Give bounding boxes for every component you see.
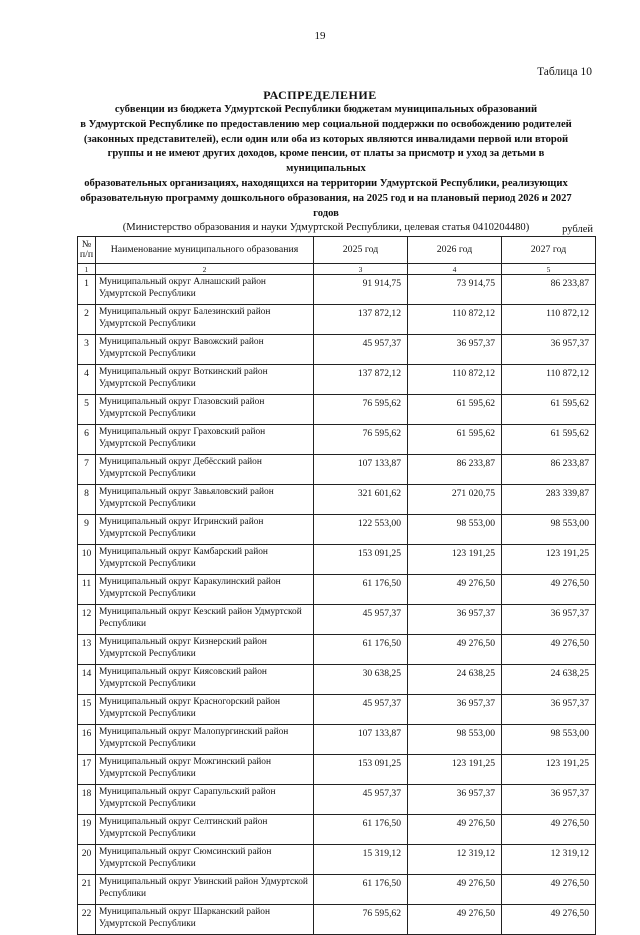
- table-row: [78, 425, 596, 455]
- value-2025: 76 595,62: [314, 905, 408, 935]
- municipality-name: Муниципальный округ Киясовский район Удмуртской Республики: [96, 665, 314, 695]
- municipality-name: Муниципальный округ Шарканский район Удмуртской Республики: [96, 905, 314, 935]
- value-2025: 45 957,37: [314, 695, 408, 725]
- table-row: [78, 665, 596, 695]
- value-2026: 49 276,50: [408, 875, 502, 905]
- value-2027: 24 638,25: [502, 665, 596, 695]
- unit-label: рублей: [562, 224, 593, 235]
- column-index: 1: [78, 264, 96, 275]
- municipality-name: Муниципальный округ Сюмсинский район Удмуртской Республики: [96, 845, 314, 875]
- value-2027: 98 553,00: [502, 725, 596, 755]
- value-2026: 49 276,50: [408, 575, 502, 605]
- value-2027: 49 276,50: [502, 875, 596, 905]
- header-municipality: Наименование муниципального образования: [96, 237, 314, 264]
- value-2026: 123 191,25: [408, 755, 502, 785]
- header-2026: 2026 год: [408, 237, 502, 264]
- table-row: [78, 575, 596, 605]
- table-body: [78, 275, 596, 935]
- value-2027: 123 191,25: [502, 755, 596, 785]
- row-number: 20: [78, 845, 96, 875]
- row-number: 22: [78, 905, 96, 935]
- table-row: [78, 815, 596, 845]
- value-2025: 30 638,25: [314, 665, 408, 695]
- municipality-name: Муниципальный округ Глазовский район Удмуртской Республики: [96, 395, 314, 425]
- value-2026: 110 872,12: [408, 305, 502, 335]
- value-2026: 73 914,75: [408, 275, 502, 305]
- document-subtitle: [70, 103, 582, 236]
- subtitle-line: в Удмуртской Республике по предоставлению мер социальной поддержки по освобождению родителей: [80, 118, 572, 130]
- municipality-name: Муниципальный округ Завьяловский район Удмуртской Республики: [96, 485, 314, 515]
- value-2025: 15 319,12: [314, 845, 408, 875]
- municipality-name: Муниципальный округ Вавожский район Удмуртской Республики: [96, 335, 314, 365]
- municipality-name: Муниципальный округ Красногорский район Удмуртской Республики: [96, 695, 314, 725]
- municipality-name: Муниципальный округ Сарапульский район Удмуртской Республики: [96, 785, 314, 815]
- municipality-name: Муниципальный округ Алнашский район Удмуртской Республики: [96, 275, 314, 305]
- value-2026: 86 233,87: [408, 455, 502, 485]
- municipality-name: Муниципальный округ Можгинский район Удмуртской Республики: [96, 755, 314, 785]
- municipality-name: Муниципальный округ Увинский район Удмуртской Республики: [96, 875, 314, 905]
- table-row: [78, 365, 596, 395]
- value-2027: 49 276,50: [502, 635, 596, 665]
- value-2027: 36 957,37: [502, 695, 596, 725]
- row-number: 10: [78, 545, 96, 575]
- value-2026: 98 553,00: [408, 515, 502, 545]
- table-row: [78, 905, 596, 935]
- row-number: 9: [78, 515, 96, 545]
- value-2025: 61 176,50: [314, 575, 408, 605]
- municipality-name: Муниципальный округ Каракулинский район Удмуртской Республики: [96, 575, 314, 605]
- table-row: [78, 545, 596, 575]
- row-number: 4: [78, 365, 96, 395]
- value-2027: 36 957,37: [502, 605, 596, 635]
- row-number: 12: [78, 605, 96, 635]
- value-2025: 45 957,37: [314, 335, 408, 365]
- row-number: 19: [78, 815, 96, 845]
- row-number: 2: [78, 305, 96, 335]
- value-2026: 49 276,50: [408, 815, 502, 845]
- value-2026: 36 957,37: [408, 605, 502, 635]
- value-2025: 61 176,50: [314, 815, 408, 845]
- row-number: 8: [78, 485, 96, 515]
- value-2026: 110 872,12: [408, 365, 502, 395]
- value-2026: 98 553,00: [408, 725, 502, 755]
- municipality-name: Муниципальный округ Кизнерский район Удмуртской Республики: [96, 635, 314, 665]
- row-number: 15: [78, 695, 96, 725]
- municipality-name: Муниципальный округ Селтинский район Удмуртской Республики: [96, 815, 314, 845]
- subtitle-line: образовательную программу дошкольного образования, на 2025 год и на плановый период 2026 и 2027 годов: [80, 192, 572, 219]
- value-2027: 49 276,50: [502, 575, 596, 605]
- value-2025: 321 601,62: [314, 485, 408, 515]
- value-2026: 36 957,37: [408, 695, 502, 725]
- value-2025: 91 914,75: [314, 275, 408, 305]
- table-row: [78, 695, 596, 725]
- municipality-name: Муниципальный округ Воткинский район Удмуртской Республики: [96, 365, 314, 395]
- header-number: № п/п: [78, 237, 96, 264]
- value-2025: 61 176,50: [314, 875, 408, 905]
- page-number: 19: [314, 30, 326, 42]
- table-row: [78, 785, 596, 815]
- row-number: 16: [78, 725, 96, 755]
- value-2025: 76 595,62: [314, 425, 408, 455]
- value-2027: 86 233,87: [502, 275, 596, 305]
- value-2025: 107 133,87: [314, 725, 408, 755]
- municipality-name: Муниципальный округ Игринский район Удмуртской Республики: [96, 515, 314, 545]
- municipality-name: Муниципальный округ Камбарский район Удмуртской Республики: [96, 545, 314, 575]
- table-row: [78, 635, 596, 665]
- value-2027: 12 319,12: [502, 845, 596, 875]
- column-index: 5: [502, 264, 596, 275]
- value-2026: 49 276,50: [408, 635, 502, 665]
- value-2027: 49 276,50: [502, 815, 596, 845]
- value-2025: 45 957,37: [314, 605, 408, 635]
- value-2027: 283 339,87: [502, 485, 596, 515]
- table-label: Таблица 10: [537, 66, 592, 78]
- value-2027: 86 233,87: [502, 455, 596, 485]
- value-2026: 24 638,25: [408, 665, 502, 695]
- column-index: 4: [408, 264, 502, 275]
- table-row: [78, 485, 596, 515]
- value-2027: 49 276,50: [502, 905, 596, 935]
- row-number: 1: [78, 275, 96, 305]
- value-2026: 123 191,25: [408, 545, 502, 575]
- municipality-name: Муниципальный округ Дебёсский район Удмуртской Республики: [96, 455, 314, 485]
- row-number: 18: [78, 785, 96, 815]
- table-row: [78, 455, 596, 485]
- document-title: РАСПРЕДЕЛЕНИЕ: [263, 88, 377, 102]
- table-row: [78, 755, 596, 785]
- value-2026: 12 319,12: [408, 845, 502, 875]
- value-2027: 36 957,37: [502, 335, 596, 365]
- value-2026: 36 957,37: [408, 335, 502, 365]
- table-row: [78, 875, 596, 905]
- subtitle-line: (законных представителей), если один или оба из которых являются инвалидами первой или второй: [83, 133, 569, 145]
- value-2026: 61 595,62: [408, 395, 502, 425]
- value-2027: 61 595,62: [502, 395, 596, 425]
- table-row: [78, 515, 596, 545]
- ministry-line: (Министерство образования и науки Удмуртской Республики, целевая статья 0410204480): [122, 222, 530, 234]
- row-number: 6: [78, 425, 96, 455]
- value-2025: 122 553,00: [314, 515, 408, 545]
- municipality-name: Муниципальный округ Граховский район Удмуртской Республики: [96, 425, 314, 455]
- column-index: 3: [314, 264, 408, 275]
- value-2025: 45 957,37: [314, 785, 408, 815]
- row-number: 3: [78, 335, 96, 365]
- distribution-table: [77, 236, 596, 935]
- row-number: 14: [78, 665, 96, 695]
- value-2025: 137 872,12: [314, 365, 408, 395]
- value-2025: 76 595,62: [314, 395, 408, 425]
- value-2025: 137 872,12: [314, 305, 408, 335]
- municipality-name: Муниципальный округ Малопургинский район Удмуртской Республики: [96, 725, 314, 755]
- table-row: [78, 395, 596, 425]
- value-2025: 107 133,87: [314, 455, 408, 485]
- value-2027: 110 872,12: [502, 365, 596, 395]
- value-2026: 49 276,50: [408, 905, 502, 935]
- table-header-row: [78, 237, 596, 264]
- row-number: 11: [78, 575, 96, 605]
- value-2027: 110 872,12: [502, 305, 596, 335]
- value-2027: 61 595,62: [502, 425, 596, 455]
- row-number: 21: [78, 875, 96, 905]
- row-number: 17: [78, 755, 96, 785]
- value-2027: 123 191,25: [502, 545, 596, 575]
- municipality-name: Муниципальный округ Кезский район Удмуртской Республики: [96, 605, 314, 635]
- table-row: [78, 845, 596, 875]
- subtitle-line: субвенции из бюджета Удмуртской Республики бюджетам муниципальных образований: [114, 104, 538, 115]
- subtitle-line: группы и не имеют других доходов, кроме пенсии, от платы за присмотр и уход за детьми в муниципальных: [107, 148, 545, 175]
- column-index-row: [78, 264, 596, 275]
- table-row: [78, 605, 596, 635]
- value-2026: 61 595,62: [408, 425, 502, 455]
- value-2025: 153 091,25: [314, 755, 408, 785]
- header-2027: 2027 год: [502, 237, 596, 264]
- value-2027: 36 957,37: [502, 785, 596, 815]
- table-row: [78, 335, 596, 365]
- table-row: [78, 305, 596, 335]
- value-2027: 98 553,00: [502, 515, 596, 545]
- table-row: [78, 275, 596, 305]
- value-2025: 61 176,50: [314, 635, 408, 665]
- value-2025: 153 091,25: [314, 545, 408, 575]
- row-number: 7: [78, 455, 96, 485]
- value-2026: 36 957,37: [408, 785, 502, 815]
- header-2025: 2025 год: [314, 237, 408, 264]
- value-2026: 271 020,75: [408, 485, 502, 515]
- column-index: 2: [96, 264, 314, 275]
- row-number: 5: [78, 395, 96, 425]
- municipality-name: Муниципальный округ Балезинский район Удмуртской Республики: [96, 305, 314, 335]
- subtitle-line: образовательных организациях, находящихся на территории Удмуртской Республики, реализующих: [84, 177, 568, 189]
- table-row: [78, 725, 596, 755]
- row-number: 13: [78, 635, 96, 665]
